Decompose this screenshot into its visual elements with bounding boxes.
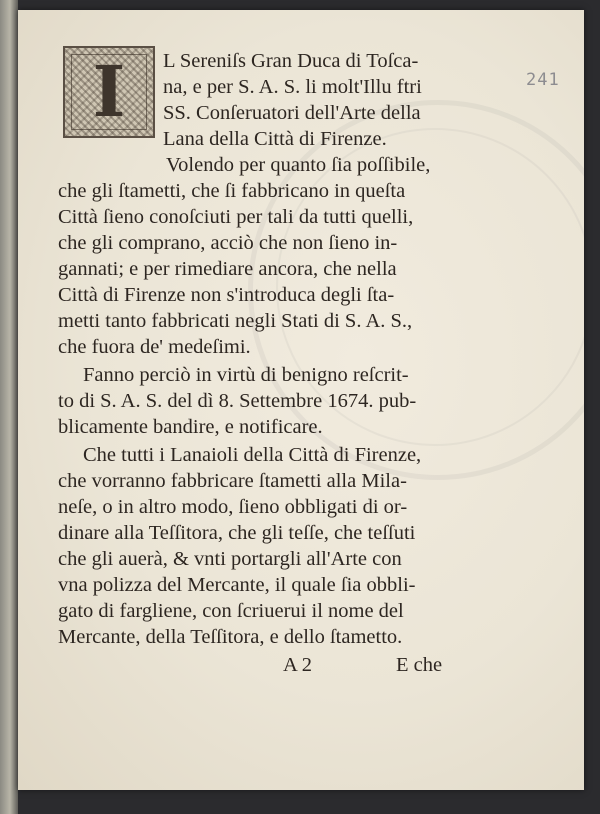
- text-line: che gli comprano, acciò che non ſieno in-: [58, 232, 398, 254]
- text-line: neſe, o in altro modo, ſieno obbligati di or-: [58, 496, 408, 518]
- document-page: [18, 10, 584, 790]
- text-line: Città di Firenze non s'introduca degli ſta-: [58, 284, 395, 306]
- text-line: Che tutti i Lanaioli della Città di Firenze,: [83, 444, 422, 466]
- text-line: vna polizza del Mercante, il quale ſia obbli-: [58, 574, 416, 596]
- text-line: gato di fargliene, con ſcriuerui il nome del: [58, 600, 404, 622]
- text-line: che gli auerà, & vnti portargli all'Arte con: [58, 548, 402, 570]
- text-line: Lana della Città di Firenze.: [163, 128, 387, 150]
- text-line: Mercante, della Teſſitora, e dello ſtametto.: [58, 626, 403, 648]
- text-line: Città ſieno conoſciuti per tali da tutti quelli,: [58, 206, 414, 228]
- text-line: na, e per S. A. S. li molt'Illu ftri: [163, 76, 422, 98]
- signature-mark: A 2: [283, 654, 313, 676]
- text-line: metti tanto fabbricati negli Stati di S. A. S.,: [58, 310, 413, 332]
- decorated-initial: [63, 46, 155, 138]
- text-line: che fuora de' medeſimi.: [58, 336, 251, 358]
- catchword: E che: [396, 654, 443, 676]
- text-line: SS. Conſeruatori dell'Arte della: [163, 102, 421, 124]
- text-line: dinare alla Teſſitora, che gli teſſe, che teſſuti: [58, 522, 416, 544]
- text-line: che gli ſtametti, che ſi fabbricano in queſta: [58, 180, 406, 202]
- text-line: gannati; e per rimediare ancora, che nella: [58, 258, 397, 280]
- text-line: blicamente bandire, e notificare.: [58, 416, 323, 438]
- text-line: Fanno perciò in virtù di benigno reſcrit-: [83, 364, 409, 386]
- text-line: L Sereniſs Gran Duca di Toſca-: [163, 50, 419, 72]
- initial-letter: I: [92, 50, 126, 133]
- previous-page-edge: [0, 0, 18, 814]
- text-line: Volendo per quanto ſia poſſibile,: [166, 154, 431, 176]
- text-line: to di S. A. S. del dì 8. Settembre 1674. pub-: [58, 390, 417, 412]
- page-number: 241: [526, 70, 560, 90]
- text-line: che vorranno fabbricare ſtametti alla Mila-: [58, 470, 407, 492]
